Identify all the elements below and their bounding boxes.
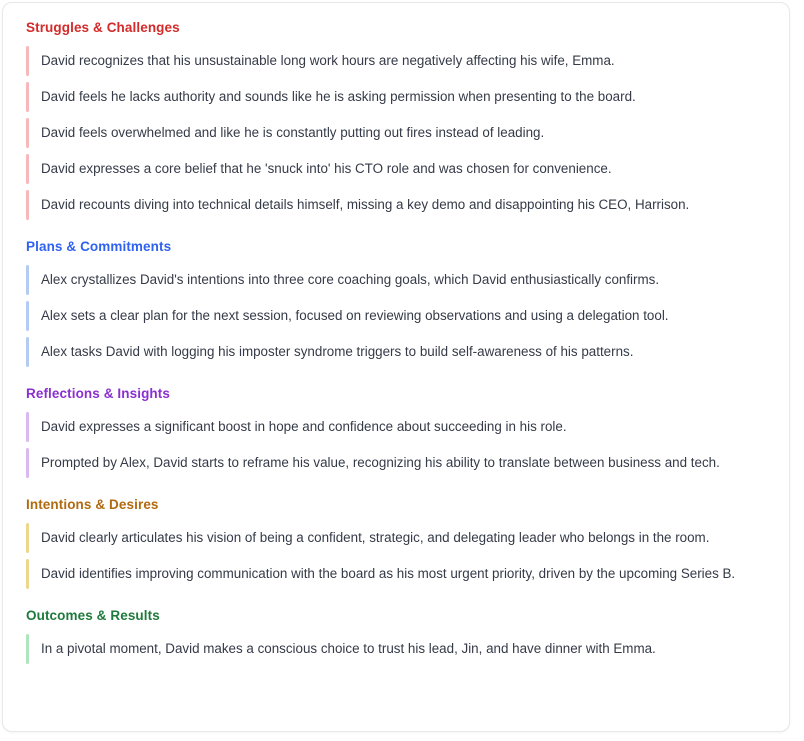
accent-bar-icon <box>26 118 29 148</box>
accent-bar-icon <box>26 301 29 331</box>
section-heading: Plans & Commitments <box>26 239 172 254</box>
insight-item-text: David recognizes that his unsustainable long work hours are negatively affecting his wife, Emma. <box>41 53 615 68</box>
insight-item-text: David expresses a core belief that he 'snuck into' his CTO role and was chosen for convenience. <box>41 161 612 176</box>
accent-bar-icon <box>26 412 29 442</box>
accent-bar-icon <box>26 337 29 367</box>
insight-item-text: David clearly articulates his vision of being a confident, strategic, and delegating leader who belongs in the room. <box>41 530 710 545</box>
accent-bar-icon <box>26 265 29 295</box>
section-plans-commitments <box>24 238 771 367</box>
insight-item-text: David feels overwhelmed and like he is constantly putting out fires instead of leading. <box>41 125 545 140</box>
insight-item[interactable] <box>24 190 771 220</box>
accent-bar-icon <box>26 559 29 589</box>
insight-item-text: David feels he lacks authority and sounds like he is asking permission when presenting to the board. <box>41 89 636 104</box>
insight-item-text: In a pivotal moment, David makes a conscious choice to trust his lead, Jin, and have dinner with Emma. <box>41 641 656 656</box>
insight-item[interactable] <box>24 337 771 367</box>
section-struggles-challenges <box>24 19 771 220</box>
section-items <box>24 265 771 367</box>
section-items <box>24 523 771 589</box>
insight-item-text: Alex tasks David with logging his imposter syndrome triggers to build self-awareness of his patterns. <box>41 344 634 359</box>
section-heading: Reflections & Insights <box>26 386 170 401</box>
accent-bar-icon <box>26 190 29 220</box>
accent-bar-icon <box>26 634 29 664</box>
sections-list <box>3 3 789 674</box>
insight-item[interactable] <box>24 634 771 664</box>
insight-item-text: Alex sets a clear plan for the next session, focused on reviewing observations and using a delegation tool. <box>41 308 669 323</box>
section-intentions-desires <box>24 496 771 589</box>
insight-item[interactable] <box>24 412 771 442</box>
accent-bar-icon <box>26 154 29 184</box>
accent-bar-icon <box>26 46 29 76</box>
section-items <box>24 412 771 478</box>
accent-bar-icon <box>26 523 29 553</box>
insight-item[interactable] <box>24 448 771 478</box>
section-heading: Struggles & Challenges <box>26 20 180 35</box>
section-heading: Intentions & Desires <box>26 497 159 512</box>
insight-item[interactable] <box>24 154 771 184</box>
insight-item-text: David recounts diving into technical details himself, missing a key demo and disappointing his CEO, Harrison. <box>41 197 690 212</box>
insight-item-text: Prompted by Alex, David starts to reframe his value, recognizing his ability to translate between business and tech. <box>41 455 720 470</box>
insight-item[interactable] <box>24 46 771 76</box>
section-items <box>24 634 771 664</box>
accent-bar-icon <box>26 448 29 478</box>
insights-card <box>2 2 790 732</box>
section-heading: Outcomes & Results <box>26 608 160 623</box>
insight-item[interactable] <box>24 559 771 589</box>
section-outcomes-results <box>24 607 771 664</box>
section-items <box>24 46 771 220</box>
insight-item[interactable] <box>24 301 771 331</box>
insight-item[interactable] <box>24 265 771 295</box>
insight-item-text: David identifies improving communication with the board as his most urgent priority, driven by the upcoming Series B. <box>41 566 736 581</box>
insight-item[interactable] <box>24 523 771 553</box>
insight-item[interactable] <box>24 118 771 148</box>
insight-item[interactable] <box>24 82 771 112</box>
insight-item-text: Alex crystallizes David's intentions into three core coaching goals, which David enthusiastically confirms. <box>41 272 660 287</box>
section-reflections-insights <box>24 385 771 478</box>
accent-bar-icon <box>26 82 29 112</box>
insight-item-text: David expresses a significant boost in hope and confidence about succeeding in his role. <box>41 419 567 434</box>
